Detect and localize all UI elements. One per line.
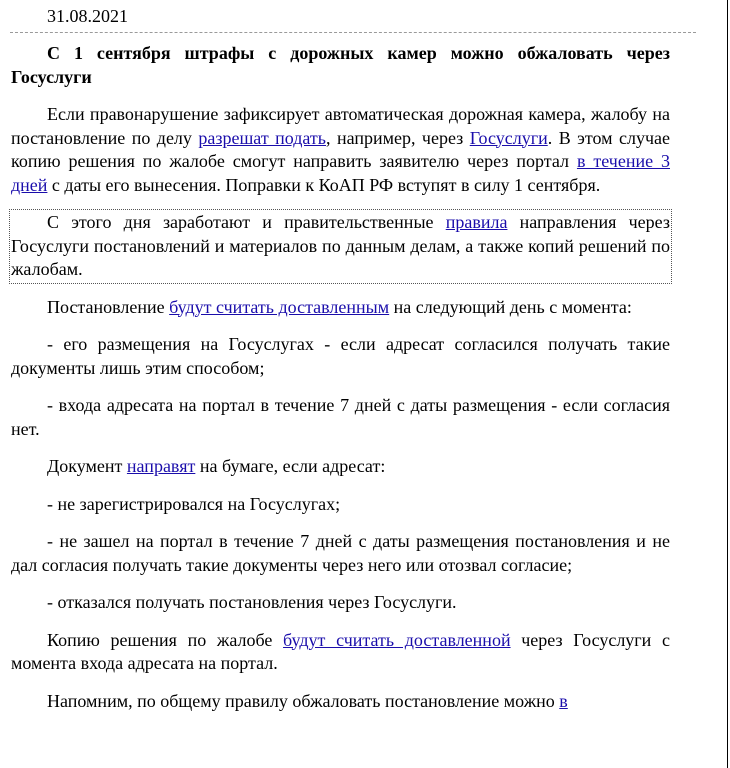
link-gosuslugi[interactable]: Госуслуги — [469, 127, 548, 148]
link-rules[interactable]: правила — [445, 212, 508, 232]
link-within-3-days[interactable]: в течение 3 дней — [11, 151, 670, 195]
paragraph-10 — [11, 629, 670, 676]
paragraph-text: Копию решения по жалобе — [47, 629, 284, 650]
document-title: С 1 сентября штрафы с дорожных камер можно обжаловать через Госуслуги — [11, 43, 670, 87]
paragraph-8: - не зашел на портал в течение 7 дней с даты размещения постановления и не дал согласия получать такие документы через него или отозвал согласие; — [11, 531, 670, 575]
paragraph-1 — [11, 103, 670, 197]
paragraph-text: Если правонарушение зафиксирует автоматическая дорожная камера, жалобу на постановление по делу — [11, 104, 670, 148]
paragraph-text: Документ — [47, 456, 127, 476]
paragraph-text: С этого дня заработают и правительственные — [47, 212, 446, 232]
paragraph-text: . В этом случае копию решения по жалобе смогут направить заявителю через портал — [11, 127, 670, 171]
paragraph-text: через Госуслуги с момента входа адресата на портал. — [11, 629, 670, 673]
paragraph-7: - не зарегистрировался на Госуслугах; — [47, 493, 341, 514]
paragraph-text: на бумаге, если адресат: — [195, 456, 386, 476]
paragraph-text: с даты его вынесения. Поправки к КоАП РФ вступят в силу 1 сентября. — [47, 174, 601, 195]
paragraph-6 — [11, 455, 670, 479]
paragraph-text: Напомним, по общему правилу обжаловать постановление можно — [47, 690, 560, 711]
link-considered-delivered[interactable]: будут считать доставленным — [169, 296, 390, 317]
paragraph-text: , например, через — [326, 127, 470, 148]
link-considered-delivered-copy[interactable]: будут считать доставленной — [283, 629, 511, 650]
paragraph-text: Постановление — [47, 296, 170, 317]
paragraph-2 — [11, 211, 670, 282]
paragraph-4: - его размещения на Госуслугах - если адресат согласился получать такие документы лишь этим способом; — [11, 334, 670, 378]
paragraph-text: на следующий день с момента: — [389, 296, 632, 317]
link-in[interactable]: в — [559, 690, 568, 711]
paragraph-5: - входа адресата на портал в течение 7 дней с даты размещения - если согласия нет. — [11, 395, 670, 439]
link-allow-to-file[interactable]: разрешат подать — [198, 127, 327, 148]
paragraph-text: направления через Госуслуги постановлений и материалов по данным делам, а также копий решений по жалобам. — [11, 212, 670, 279]
header-separator — [10, 32, 696, 33]
paragraph-11 — [11, 690, 670, 714]
document-date: 31.08.2021 — [47, 6, 128, 26]
window-right-border — [727, 0, 728, 768]
paragraph-9: - отказался получать постановления через Госуслуги. — [47, 592, 457, 612]
link-will-send[interactable]: направят — [126, 456, 196, 476]
document-body — [11, 42, 670, 727]
paragraph-3 — [11, 296, 670, 320]
